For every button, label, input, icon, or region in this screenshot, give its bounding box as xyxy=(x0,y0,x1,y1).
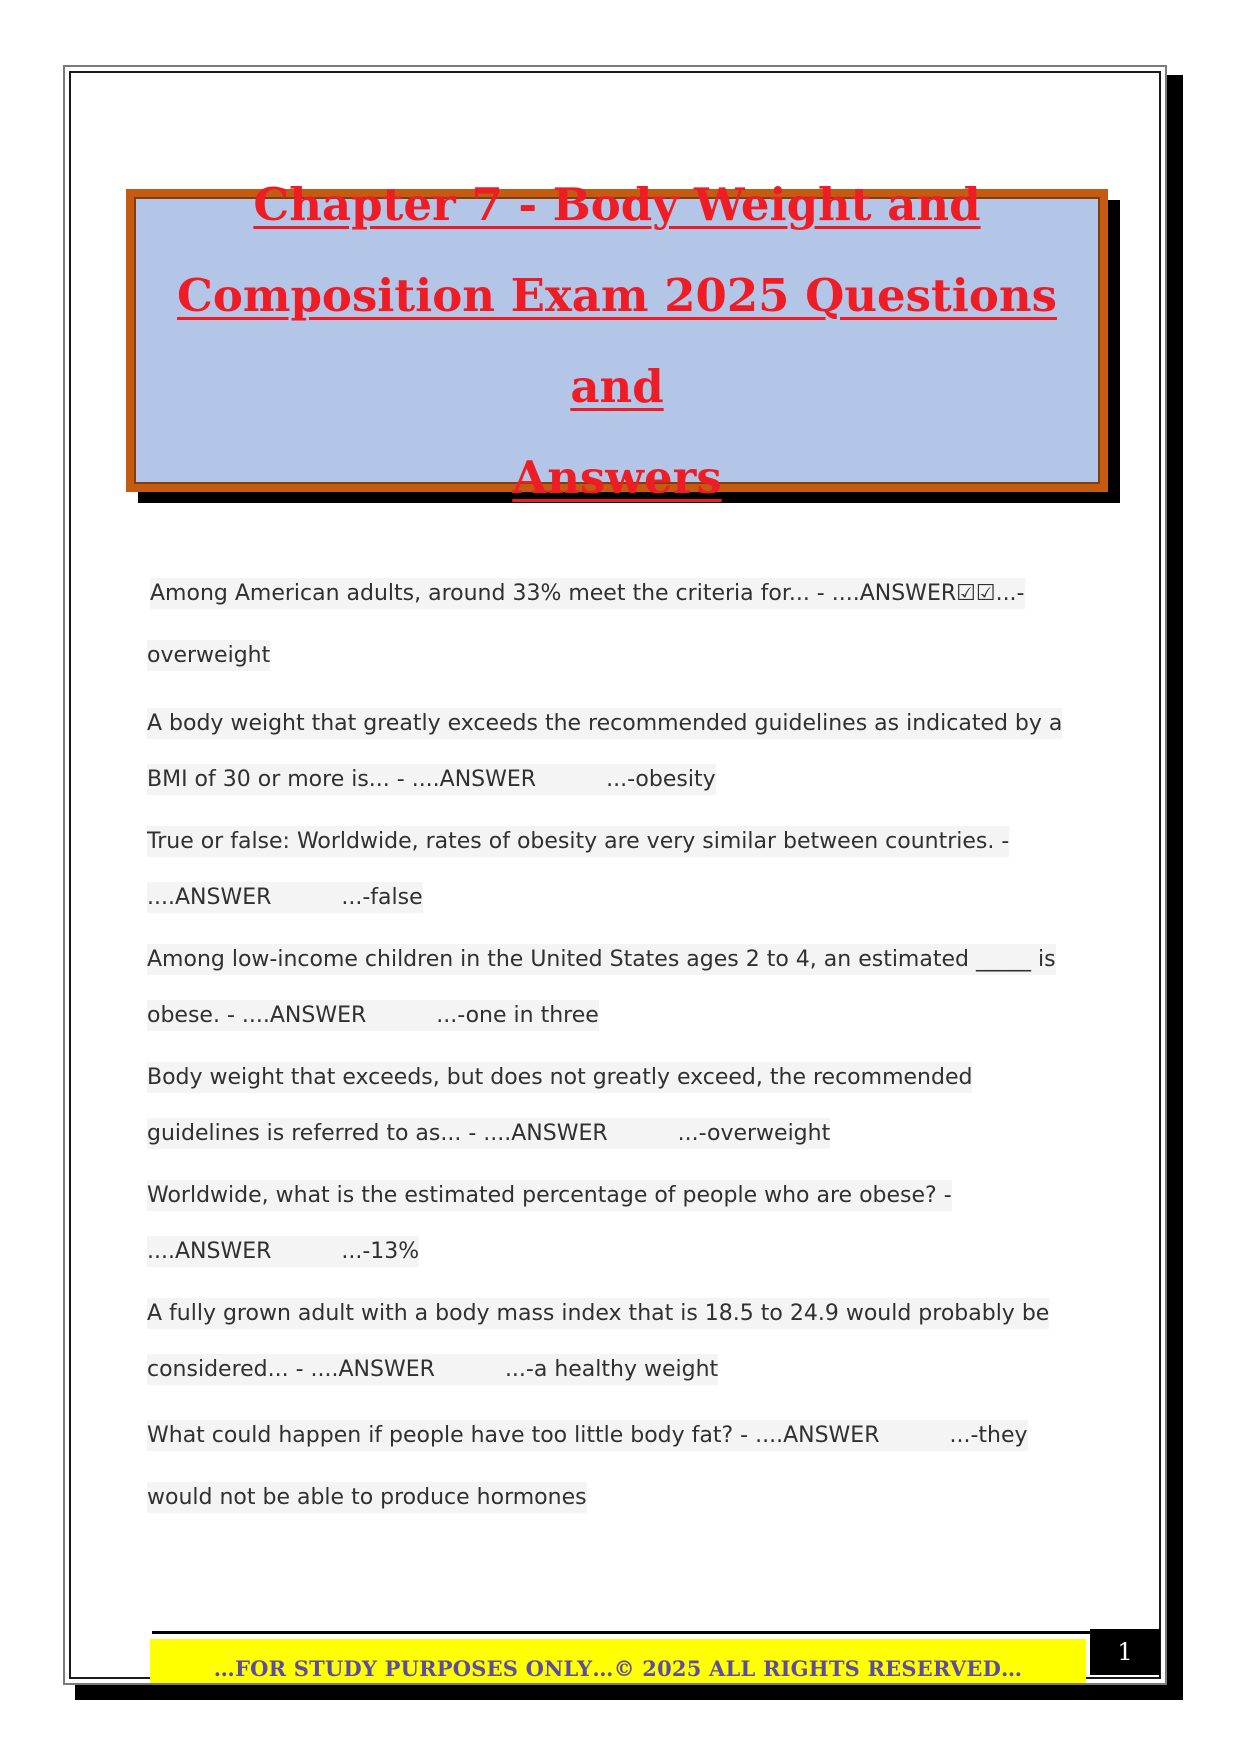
qa-item-8-question xyxy=(147,1405,1080,1467)
page-title xyxy=(134,159,1100,523)
title-line-3: Answers xyxy=(512,450,722,504)
question-text-cont: ....ANSWER xyxy=(147,1239,272,1264)
question-text: Among American adults, around 33% meet the criteria for... - ....ANSWER☑☑...- xyxy=(150,578,1025,609)
question-text: Body weight that exceeds, but does not greatly exceed, the recommended xyxy=(147,1062,972,1093)
qa-list xyxy=(147,563,1080,1529)
answer-text: ...-one in three xyxy=(436,1003,599,1028)
qa-item-1-question xyxy=(150,563,1080,625)
qa-item-5-question xyxy=(147,1047,1080,1109)
answer-text-inline: ...-they xyxy=(949,1423,1028,1448)
page-number: 1 xyxy=(1090,1629,1160,1675)
answer-text: ...-a healthy weight xyxy=(504,1357,719,1382)
question-text-cont: BMI of 30 or more is... - ....ANSWER xyxy=(147,767,537,792)
qa-item-4-question xyxy=(147,929,1080,991)
qa-item-6-answer xyxy=(147,1221,1080,1283)
title-box xyxy=(126,177,1108,504)
answer-text: overweight xyxy=(147,640,270,671)
footer-notice: …FOR STUDY PURPOSES ONLY…© 2025 ALL RIGHTS RESERVED… xyxy=(213,1656,1023,1681)
qa-item-7-question xyxy=(147,1283,1080,1345)
answer-text: would not be able to produce hormones xyxy=(147,1482,587,1513)
qa-item-7-answer xyxy=(147,1339,1080,1401)
answer-text: ...-false xyxy=(341,885,423,910)
qa-item-4-answer xyxy=(147,985,1080,1047)
qa-item-5-answer xyxy=(147,1103,1080,1165)
qa-item-2-question xyxy=(147,693,1080,755)
question-text: Worldwide, what is the estimated percentage of people who are obese? - xyxy=(147,1180,952,1211)
question-text: A body weight that greatly exceeds the recommended guidelines as indicated by a xyxy=(147,708,1062,739)
qa-item-3-answer xyxy=(147,867,1080,929)
question-text-cont: obese. - ....ANSWER xyxy=(147,1003,367,1028)
question-text-cont: guidelines is referred to as... - ....ANSWER xyxy=(147,1121,608,1146)
question-text: A fully grown adult with a body mass index that is 18.5 to 24.9 would probably be xyxy=(147,1298,1049,1329)
qa-item-3-question xyxy=(147,811,1080,873)
title-line-1: Chapter 7 - Body Weight and xyxy=(253,177,981,231)
question-text: Among low-income children in the United States ages 2 to 4, an estimated _____ is xyxy=(147,944,1056,975)
question-text: True or false: Worldwide, rates of obesity are very similar between countries. - xyxy=(147,826,1009,857)
qa-item-8-answer xyxy=(147,1467,1080,1529)
title-line-2: Composition Exam 2025 Questions and xyxy=(177,268,1057,413)
question-text-cont: ....ANSWER xyxy=(147,885,272,910)
question-text-cont: considered... - ....ANSWER xyxy=(147,1357,435,1382)
answer-text: ...-obesity xyxy=(606,767,716,792)
answer-text: ...-13% xyxy=(341,1239,420,1264)
footer-rule xyxy=(152,1631,1128,1634)
qa-item-2-answer xyxy=(147,749,1080,811)
qa-item-6-question xyxy=(147,1165,1080,1227)
footer-bar xyxy=(150,1639,1086,1683)
qa-item-1-answer xyxy=(147,625,1080,687)
answer-text: ...-overweight xyxy=(677,1121,831,1146)
question-text: What could happen if people have too little body fat? - ....ANSWER xyxy=(147,1423,880,1448)
